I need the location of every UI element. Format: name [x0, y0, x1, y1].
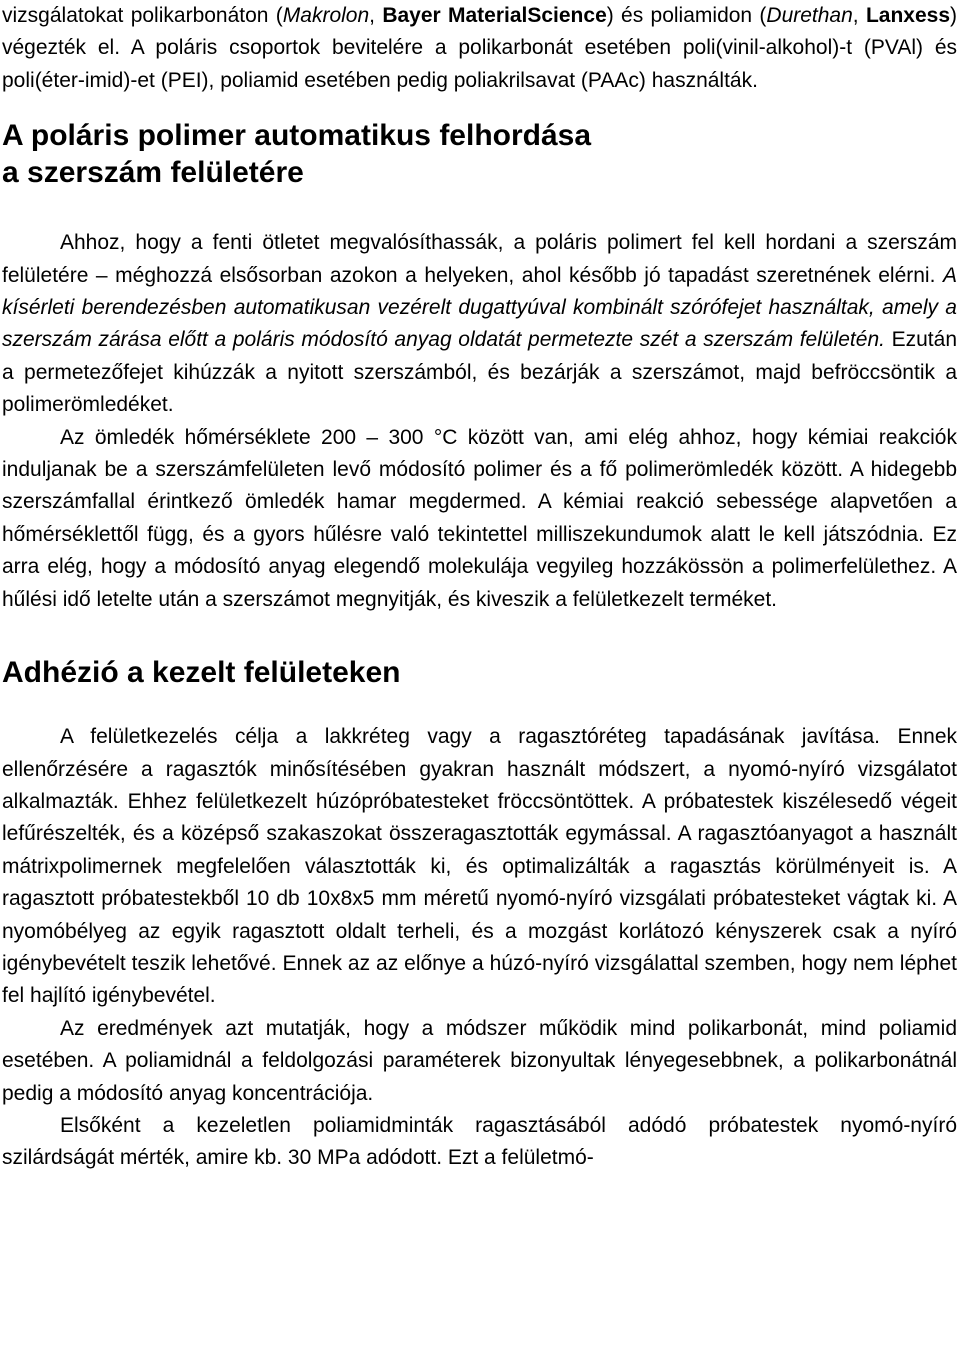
company-name: Bayer MaterialScience — [382, 4, 607, 27]
section-heading-polar-coating — [2, 117, 957, 191]
heading-line: a szerszám felületére — [2, 156, 304, 190]
italic-text: A kísérleti berendezésben automatikusan vezérelt dugattyúval kombinált szórófejet használtak, amely a szerszám zárása előtt a poláris módosító anyag oldatát permetezte szét a szerszám felületén. — [2, 263, 957, 352]
intro-text: ) végezték el. A poláris csoportok bevitelére a polikarbonát esetében poli(vinil-alkohol)-t (PVAl) és poli(éter-imid)-et (PEI), poliamid esetében pedig poliakrilsavat (PAAc) használták. — [2, 4, 958, 92]
intro-text: vizsgálatokat polikarbonáton ( — [2, 4, 283, 27]
intro-paragraph — [2, 0, 957, 97]
section2-paragraph-3: Elsőként a kezeletlen poliamidminták ragasztásából adódó próbatestek nyomó-nyíró szilárdságát mérték, amire kb. 30 MPa adódott. Ezt a felületmó- — [2, 1113, 957, 1170]
product-name: Makrolon — [282, 4, 370, 27]
section2-paragraph-2: Az eredmények azt mutatják, hogy a módszer működik mind polikarbonát, mind poliamid esetében. A poliamidnál a feldolgozási paraméterek bizonyultak lényegesebbnek, a polikarbonátnál pedig a módosító anyag koncentrációja. — [2, 1016, 957, 1105]
intro-text: , — [369, 4, 383, 27]
body-text: Ezután a permetezőfejet kihúzzák a nyitott szerszámból, és bezárják a szerszámot, majd befröccsöntik a polimerömledéket. — [2, 328, 958, 417]
section-heading-adhesion: Adhézió a kezelt felületeken — [2, 656, 401, 690]
heading-line: A poláris polimer automatikus felhordása — [2, 119, 592, 153]
intro-text: , — [852, 4, 866, 27]
document-page — [2, 0, 957, 1175]
intro-text: ) és poliamidon ( — [606, 4, 767, 27]
section2-paragraph-1: A felületkezelés célja a lakkréteg vagy a ragasztóréteg tapadásának javítása. Ennek ellenőrzésére a ragasztók minősítésében gyakran használt módszert, a nyomó-nyíró vizsgálatot alkalmazták. Ehhez felületkezelt húzópróbatesteket fröccsöntöttek. A próbatestek kiszélesedő végeit lefűrészelték, és a középső szakaszokat összeragasztották egymással. A ragasztóanyagot a használt mátrixpolimernek megfelelően választották ki, és optimalizálták a ragasztás körülményeit is. A ragasztott próbatestekből 10 db 10x8x5 mm méretű nyomó-nyíró vizsgálati próbatesteket vágtak ki. A nyomóbélyeg az egyik ragasztott oldalt terheli, és a mozgást korlátozó kényszerek csak a nyíró igénybevételt teszik lehetővé. Ennek az az előnye a húzó-nyíró vizsgálattal szemben, hogy nem léphet fel hajlító igénybevétel. — [2, 725, 957, 1008]
body-text: Ahhoz, hogy a fenti ötletet megvalósíthassák, a poláris polimert fel kell hordani a szerszám felületére – méghozzá elsősorban azokon a helyeken, ahol később jó tapadást szeretnének elérni. — [2, 231, 957, 287]
company-name: Lanxess — [865, 4, 951, 27]
section1-paragraph-1 — [2, 227, 957, 421]
product-name: Durethan — [766, 4, 853, 27]
section1-paragraph-2: Az ömledék hőmérséklete 200 – 300 °C között van, ami elég ahhoz, hogy kémiai reakciók induljanak be a szerszámfelületen levő módosító polimer és a fő polimerömledék között. A hidegebb szerszámfallal érintkező ömledék hamar megdermed. A kémiai reakció sebessége alapvetően a hőmérséklettől függ, és a gyors hűlésre való tekintettel milliszekundumok alatt le kell játszódnia. Ez arra elég, hogy a módosító anyag elegendő molekulája vegyileg hozzákössön a polimerfelülethez. A hűlési idő letelte után a szerszámot megnyitják, és kiveszik a felületkezelt terméket. — [2, 425, 957, 611]
